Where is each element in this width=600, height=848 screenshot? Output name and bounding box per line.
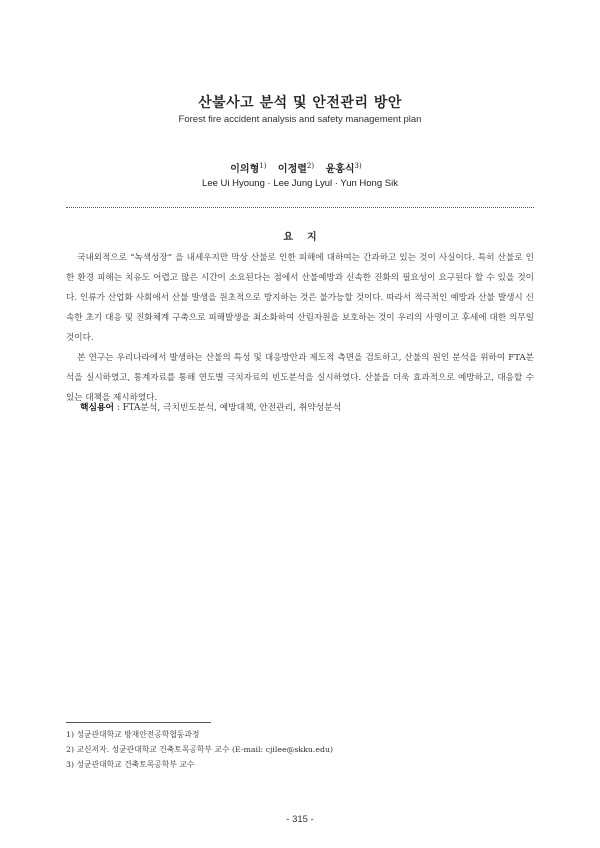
keywords-text: FTA분석, 극치빈도분석, 예방대책, 안전관리, 취약성분석: [122, 403, 342, 413]
keywords-label: 핵심용어: [80, 403, 114, 413]
author-footnote-mark[interactable]: 2): [306, 161, 315, 170]
footnotes: [66, 727, 534, 772]
footnote-rule: [66, 722, 211, 723]
author-name: 이정렬: [277, 164, 307, 175]
author-name: 이의형: [230, 164, 260, 175]
paper-subtitle-en: Forest fire accident analysis and safety management plan: [178, 114, 422, 125]
author-list-en: Lee Ui Hyoung · Lee Jung Lyul · Yun Hong Sik: [202, 178, 398, 189]
keywords: [80, 400, 534, 413]
paper-title: 산불사고 분석 및 안전관리 방안: [198, 95, 402, 111]
keywords-separator: :: [114, 403, 123, 413]
author-list: [0, 160, 600, 175]
author-footnote-mark[interactable]: 3): [354, 161, 362, 170]
author-name: 윤홍식: [325, 164, 355, 175]
footnote: 2) 교신저자. 성균관대학교 건축토목공학부 교수 (E-mail: cjilee@skku.edu): [66, 745, 334, 754]
footnote: 3) 성균관대학교 건축토목공학부 교수: [66, 760, 195, 769]
page-number: - 315 -: [286, 814, 314, 825]
section-divider: [66, 207, 534, 208]
author-footnote-mark[interactable]: 1): [259, 161, 267, 170]
abstract-heading: 요 지: [283, 232, 317, 243]
abstract-paragraph: 본 연구는 우리나라에서 발생하는 산불의 특성 및 대응방안과 제도적 측면을 검토하고, 산불의 원인 분석을 위하여 FTA분석을 실시하였고, 통계자료를 통해 연도별 극치자료의 빈도분석을 실시하였다. 산불을 더욱 효과적으로 예방하고, 대응할 수 있는 대책을 제시하였다.: [66, 353, 534, 403]
abstract-paragraph: 국내외적으로 “녹색성장” 을 내세우지만 막상 산불로 인한 피해에 대하여는 간과하고 있는 것이 사실이다. 특히 산불로 인한 환경 피해는 치유도 어렵고 많은 시간이 소요된다는 점에서 산불예방과 신속한 진화의 필요성이 요구된다 할 수 있을 것이다. 인류가 산업화 사회에서 산불 발생을 원초적으로 방지하는 것은 불가능할 것이다. 따라서 적극적인 예방과 산불 발생시 신속한 초기 대응 및 진화체계 구축으로 피해발생을 최소화하여 산림자원을 보호하는 것이 우리의 사명이고 후세에 대한 의무일 것이다.: [66, 253, 534, 343]
abstract-body: [66, 248, 534, 408]
footnote: 1) 성균관대학교 방재안전공학협동과정: [66, 730, 200, 739]
